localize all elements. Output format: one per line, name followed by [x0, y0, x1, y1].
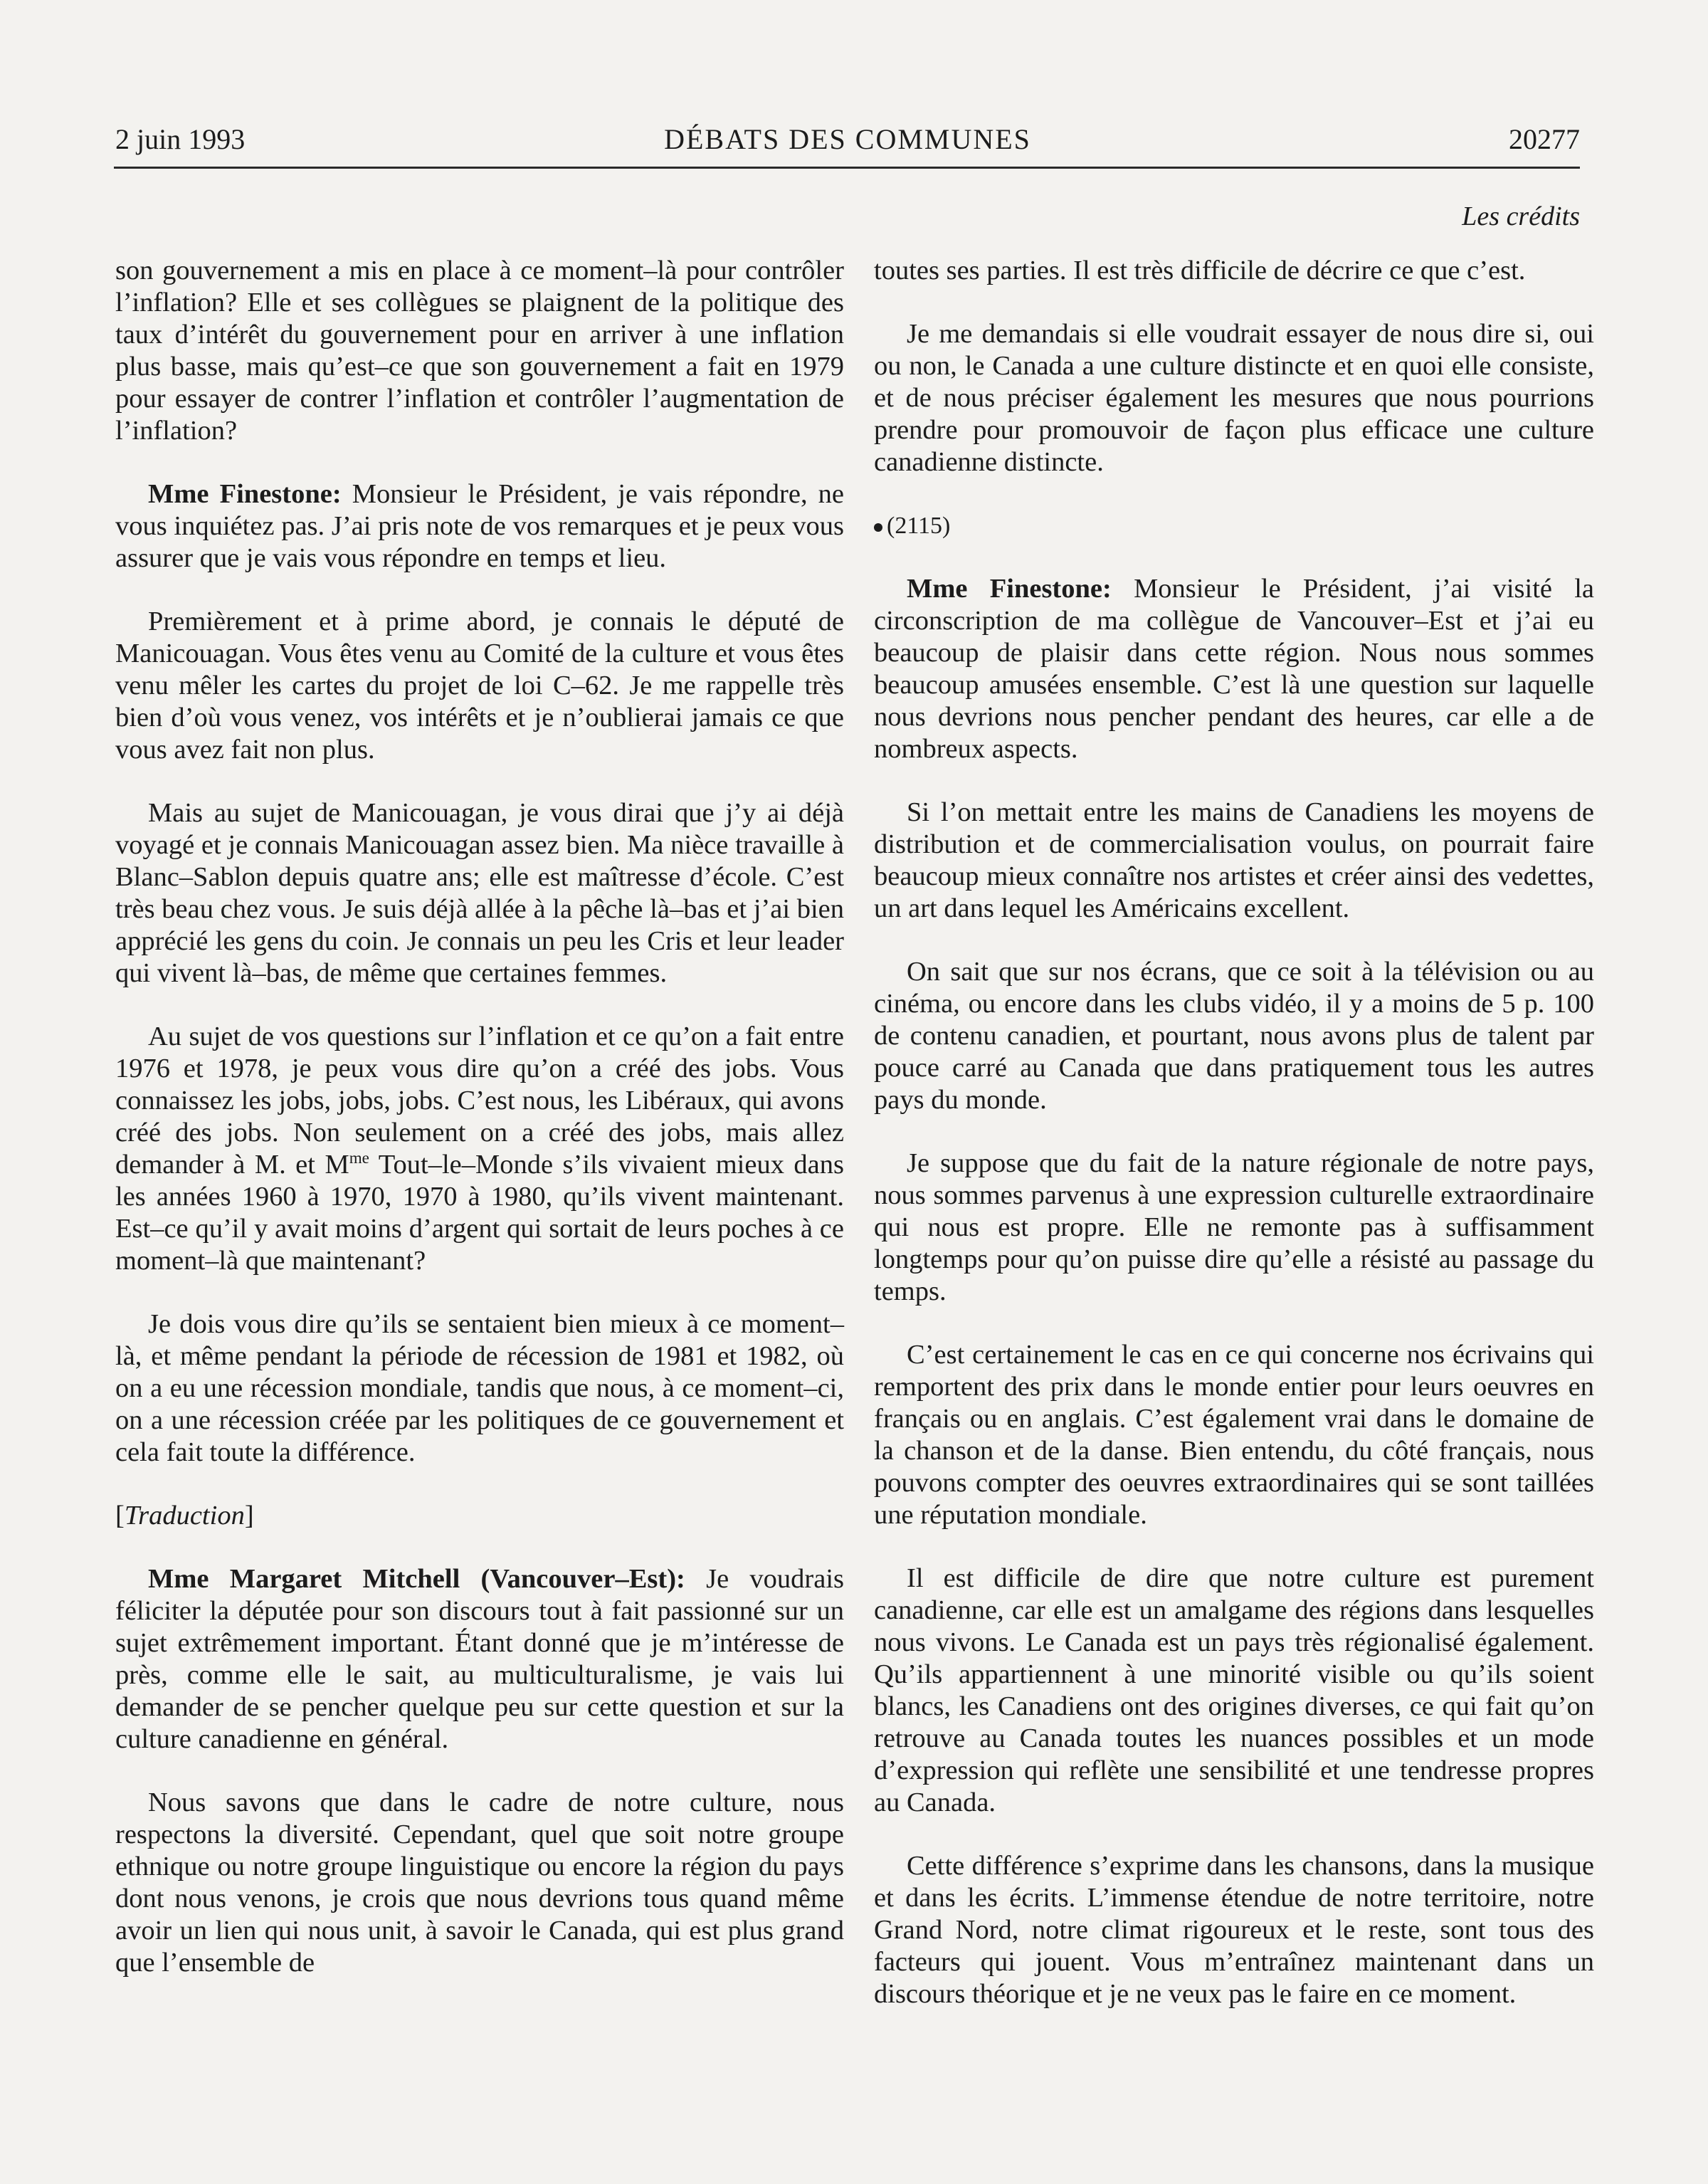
- paragraph: Il est difficile de dire que notre culture est purement canadienne, car elle est un amalgame des régions dans lesquelles nous vivons. Le Canada est un pays très régionalisé également. Qu’ils appartiennent à une minorité visible ou qu’ils soient blancs, les Canadiens ont des origines diverses, ce qui fait qu’on retrouve au Canada toutes les nuances possibles et un mode d’expression qui reflète une sensibilité et une tendresse propres au Canada.: [874, 1563, 1594, 1817]
- paragraph: toutes ses parties. Il est très difficile de décrire ce que c’est.: [874, 256, 1526, 285]
- header-title: DÉBATS DES COMMUNES: [664, 123, 1031, 155]
- superscript: me: [349, 1148, 369, 1167]
- paragraph: Cette différence s’exprime dans les chansons, dans la musique et dans les écrits. L’immense étendue de notre territoire, notre Grand Nord, notre climat rigoureux et le reste, sont tous des facteurs qui jouent. Vous m’entraînez maintenant dans un discours théorique et je ne veux pas le faire en ce moment.: [874, 1851, 1594, 2009]
- speaker-name: Mme Margaret Mitchell (Vancouver–Est):: [148, 1564, 685, 1594]
- speech-text: Au sujet de vos questions sur l’inflation et ce qu’on a fait entre 1976 et 1978, je peux vous dire qu’on a créé des jobs. Vous connaissez les jobs, jobs, jobs. C’est nous, les Libéraux, qui avons créé des jobs. Non seulement on a créé des jobs, mais allez demander à M. et M: [115, 1022, 844, 1180]
- speech-text: Je voudrais féliciter la députée pour son discours tout à fait passionné sur un sujet extrêmement important. Étant donné que je m’intéresse de près, comme elle le sait, au multiculturalisme, je vais lui demander de se pencher quelque peu sur cette question et sur la culture canadienne en général.: [115, 1564, 844, 1754]
- paragraph: Nous savons que dans le cadre de notre culture, nous respectons la diversité. Cependant, quel que soit notre groupe ethnique ou notre groupe linguistique ou encore la région du pays dont nous venons, je crois que nous devrions tous quand même avoir un lien qui nous unit, à savoir le Canada, qui est plus grand que l’ensemble de: [115, 1787, 844, 1978]
- section-title: Les crédits: [1462, 201, 1580, 231]
- time-marker: [874, 510, 1594, 542]
- paragraph: On sait que sur nos écrans, que ce soit à la télévision ou au cinéma, ou encore dans les clubs vidéo, il y a moins de 5 p. 100 de contenu canadien, et pourtant, nous avons plus de talent par pouce carré au Canada que dans pratiquement tous les autres pays du monde.: [874, 957, 1594, 1115]
- speech-text: Monsieur le Président, je vais répondre, ne vous inquiétez pas. J’ai pris note de vos remarques et je peux vous assurer que je vais vous répondre en temps et lieu.: [115, 479, 844, 573]
- paragraph: C’est certainement le cas en ce qui concerne nos écrivains qui remportent des prix dans le monde entier pour leurs oeuvres en français ou en anglais. C’est également vrai dans le domaine de la chanson et de la danse. Bien entendu, du côté français, nous pouvons compter des oeuvres extraordinaires qui se sont taillées une réputation mondiale.: [874, 1340, 1594, 1530]
- paragraph: Je dois vous dire qu’ils se sentaient bien mieux à ce moment–là, et même pendant la période de récession de 1981 et 1982, où on a eu une récession mondiale, tandis que nous, à ce moment–ci, on a une récession créée par les politiques de ce gouvernement et cela fait toute la différence.: [115, 1309, 844, 1467]
- translation-label: Traduction: [124, 1501, 245, 1531]
- paragraph: Mais au sujet de Manicouagan, je vous dirai que j’y ai déjà voyagé et je connais Manicouagan assez bien. Ma nièce travaille à Blanc–Sablon depuis quatre ans; elle est maîtresse d’école. C’est très beau chez vous. Je suis déjà allée à la pêche là–bas et j’ai bien apprécié les gens du coin. Je connais un peu les Cris et leur leader qui vivent là–bas, de même que certaines femmes.: [115, 798, 844, 988]
- paragraph: Je me demandais si elle voudrait essayer de nous dire si, oui ou non, le Canada a une culture distincte et en quoi elle consiste, et de nous préciser également les mesures que nous pourrions prendre pour promouvoir de façon plus efficace une culture canadienne distincte.: [874, 319, 1594, 477]
- time-marker-text: (2115): [887, 513, 951, 539]
- running-header: [115, 122, 1580, 165]
- speaker-name: Mme Finestone:: [148, 479, 342, 509]
- paragraph: Si l’on mettait entre les mains de Canadiens les moyens de distribution et de commercialisation voulus, on pourrait faire beaucoup mieux connaître nos artistes et créer ainsi des vedettes, un art dans lequel les Américains excellent.: [874, 797, 1594, 923]
- header-rule: [114, 167, 1580, 169]
- paragraph: son gouvernement a mis en place à ce moment–là pour contrôler l’inflation? Elle et ses collègues se plaignent de la politique des taux d’intérêt du gouvernement pour en arriver à une inflation plus basse, mais qu’est–ce que son gouvernement a fait en 1979 pour essayer de contrer l’inflation et contrôler l’augmentation de l’inflation?: [115, 256, 844, 446]
- paragraph: Premièrement et à prime abord, je connais le député de Manicouagan. Vous êtes venu au Comité de la culture et vous êtes venu mêler les cartes du projet de loi C–62. Je me rappelle très bien d’où vous venez, vos intérêts et je n’oublierai jamais ce que vous avez fait non plus.: [115, 607, 844, 765]
- speech-text: Monsieur le Président, j’ai visité la circonscription de ma collègue de Vancouver–Est et j’ai eu beaucoup de plaisir dans cette région. Nous nous sommes beaucoup amusées ensemble. C’est là une question sur laquelle nous devrions nous pencher pendant des heures, car elle a de nombreux aspects.: [874, 574, 1594, 764]
- paragraph: Je suppose que du fait de la nature régionale de notre pays, nous sommes parvenus à une expression culturelle extraordinaire qui nous est propre. Elle ne remonte pas à suffisamment longtemps pour qu’on puisse dire qu’elle a résisté au passage du temps.: [874, 1148, 1594, 1306]
- paragraph: [874, 573, 1594, 765]
- paragraph: [115, 1021, 844, 1277]
- paragraph: [115, 1563, 844, 1755]
- bullet-icon: [874, 523, 882, 532]
- translation-marker: [Traduction]: [115, 1501, 254, 1531]
- header-page-number: 20277: [1509, 123, 1580, 155]
- header-date: 2 juin 1993: [115, 123, 246, 155]
- left-column: [115, 255, 844, 2010]
- right-column: [874, 255, 1594, 2042]
- speaker-name: Mme Finestone:: [907, 574, 1112, 604]
- speech-text: Tout–le–Monde s’ils vivaient mieux dans les années 1960 à 1970, 1970 à 1980, qu’ils vivent maintenant. Est–ce qu’il y avait moins d’argent qui sortait de leurs poches à ce moment–là que maintenant?: [115, 1150, 845, 1276]
- paragraph: [115, 478, 844, 574]
